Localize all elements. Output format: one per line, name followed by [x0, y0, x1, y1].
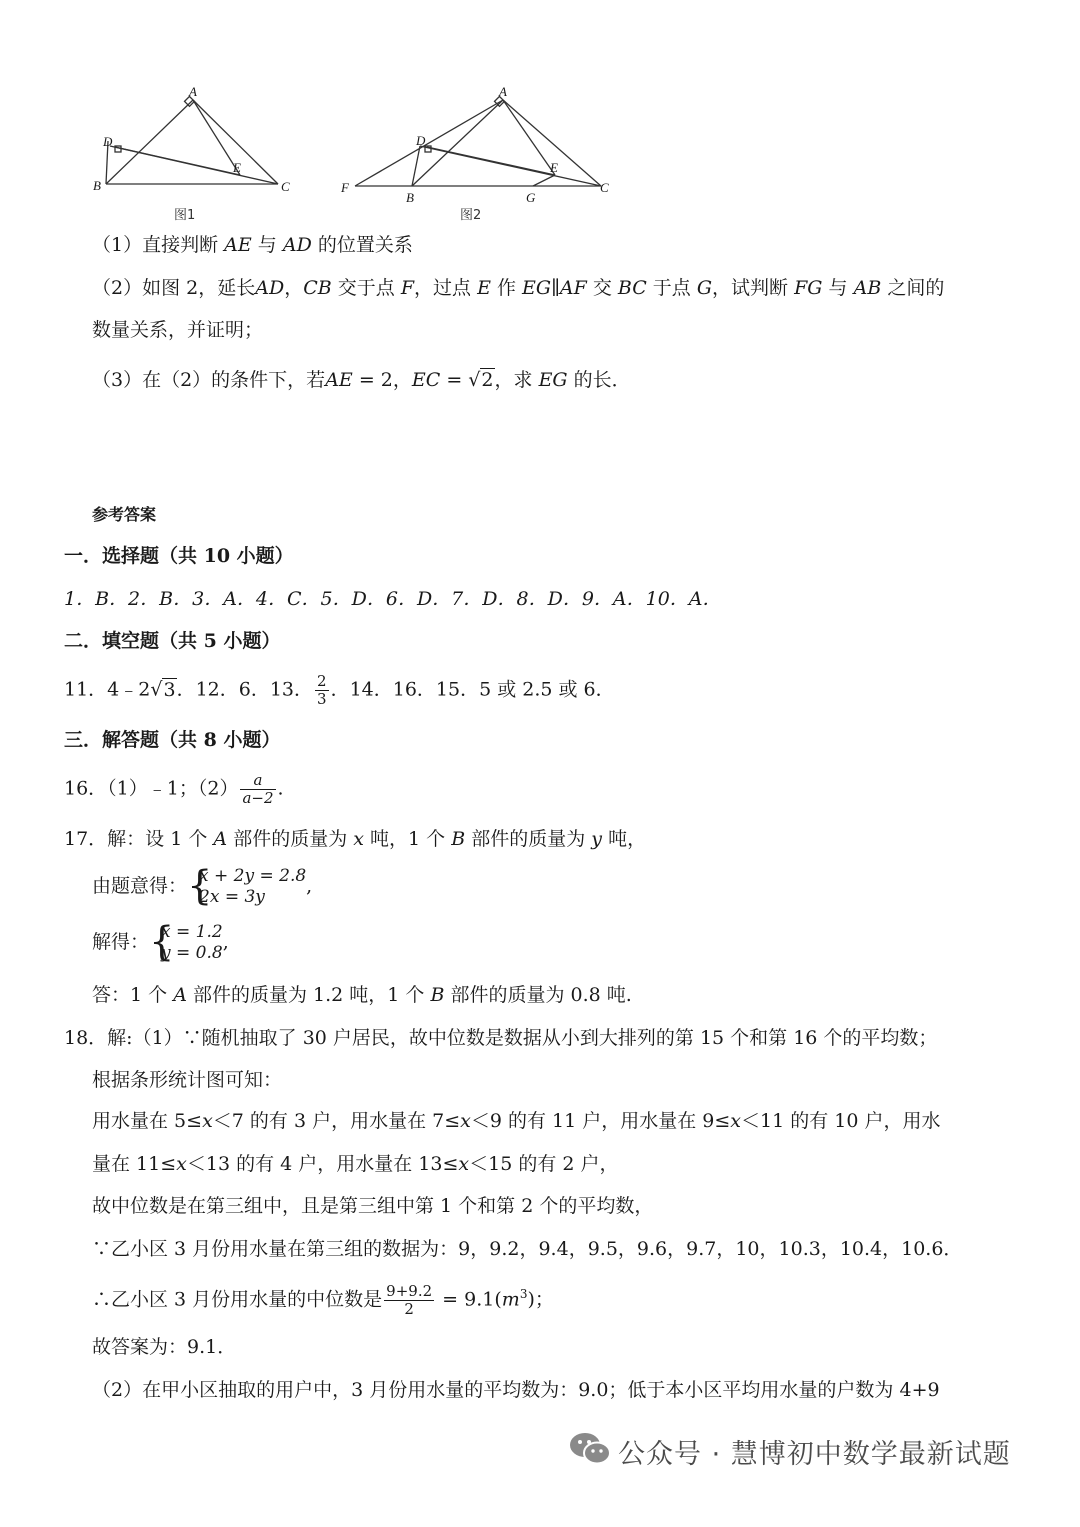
- fig1-label-a: A: [189, 84, 197, 99]
- question-3: （3）在（2）的条件下，若AE = 2，EC = √2，求 EG 的长．: [92, 369, 631, 391]
- fig2-label-b: B: [406, 190, 414, 205]
- fig2-caption: 图2: [460, 208, 482, 223]
- fraction-a-over-a-minus-2: $\frac{a}{a-2}$: [242, 771, 274, 807]
- fig1-label-d: D: [103, 134, 113, 149]
- section-3-title: 三．解答题（共 8 小题）: [64, 729, 281, 751]
- answer-18-line-5: 故中位数是在第三组中，且是第三组中第 1 个和第 2 个的平均数，: [92, 1195, 654, 1217]
- fig1-caption: 图1: [174, 208, 196, 223]
- question-2-line-2: 数量关系，并证明；: [92, 319, 264, 341]
- fraction-median: $\frac{9+9.2}{2}$: [386, 1281, 433, 1318]
- fig2-label-e: E: [550, 160, 558, 175]
- answer-17-line-3: 解得： { x = 1.2 y = 0.8 ,: [92, 919, 229, 965]
- section-2-title: 二．填空题（共 5 小题）: [64, 630, 281, 652]
- answer-18-line-9: （2）在甲小区抽取的用户中，3 月份用水量的平均数为：9.0；低于本小区平均用水量的户数为 4+9: [92, 1379, 940, 1401]
- question-2-line-1: （2）如图 2，延长AD，CB 交于点 F，过点 E 作 EG∥AF 交 BC 于点 G，试判断 FG 与 AB 之间的: [92, 277, 945, 299]
- answer-18-line-8: 故答案为：9.1．: [92, 1336, 237, 1358]
- answer-18-line-6: ∵乙小区 3 月份用水量在第三组的数据为：9，9.2，9.4，9.5，9.6，9.7，10，10.3，10.4，10.6．: [92, 1238, 963, 1260]
- question-1: （1）直接判断 AE 与 AD 的位置关系: [92, 234, 413, 256]
- fig1-label-c: C: [281, 179, 290, 194]
- answers-title: 参考答案: [92, 505, 157, 524]
- answer-17-line-1: 17．解：设 1 个 A 部件的质量为 x 吨，1 个 B 部件的质量为 y 吨，: [64, 828, 647, 850]
- answer-17-line-2: 由题意得： { x + 2y = 2.8 2x = 3y ,: [92, 863, 313, 909]
- answer-18-line-2: 根据条形统计图可知：: [92, 1069, 283, 1091]
- answer-17-line-4: 答：1 个 A 部件的质量为 1.2 吨，1 个 B 部件的质量为 0.8 吨.: [92, 984, 632, 1006]
- fraction-2-3: $\frac{2}{3}$: [317, 672, 327, 708]
- equation-system-2: { x = 1.2 y = 0.8: [149, 919, 223, 965]
- fig2-label-a: A: [499, 84, 507, 99]
- answer-16: 16．（1）﹣1；（2） $\frac{a}{a-2}$ .: [64, 771, 284, 807]
- fig1-label-b: B: [93, 178, 101, 193]
- answer-18-line-1: 18．解:（1）∵随机抽取了 30 户居民，故中位数是数据从小到大排列的第 15 个和第 16 个的平均数；: [64, 1027, 938, 1049]
- fig2-label-g: G: [526, 190, 536, 205]
- answer-18-line-4: 量在 11≤x＜13 的有 4 户，用水量在 13≤x＜15 的有 2 户，: [92, 1153, 619, 1175]
- section-2-answers: 11．4﹣2√3．12．6．13． $\frac{2}{3}$ ．14．16．15．5 或 2.5 或 6．: [64, 672, 615, 708]
- fig2-label-c: C: [600, 180, 609, 195]
- section-1-title: 一．选择题（共 10 小题）: [64, 545, 294, 567]
- answer-18-line-7: ∴乙小区 3 月份用水量的中位数是 $\frac{9+9.2}{2}$ = $9.1(m^3)$；: [92, 1281, 554, 1318]
- section-1-answers: 1．B．2．B．3．A．4．C．5．D．6．D．7．D．8．D．9．A．10．A．: [64, 588, 722, 610]
- fig2-label-f: F: [341, 180, 349, 195]
- fig2-label-d: D: [416, 133, 426, 148]
- equation-system-1: { x + 2y = 2.8 2x = 3y: [187, 863, 307, 909]
- answer-18-line-3: 用水量在 5≤x＜7 的有 3 户，用水量在 7≤x＜9 的有 11 户，用水量在 9≤x＜11 的有 10 户，用水: [92, 1110, 941, 1132]
- footer-watermark: 公众号 · 慧博初中数学最新试题: [618, 1439, 1011, 1470]
- fig1-label-e: E: [233, 160, 241, 175]
- wechat-icon: [568, 1431, 612, 1467]
